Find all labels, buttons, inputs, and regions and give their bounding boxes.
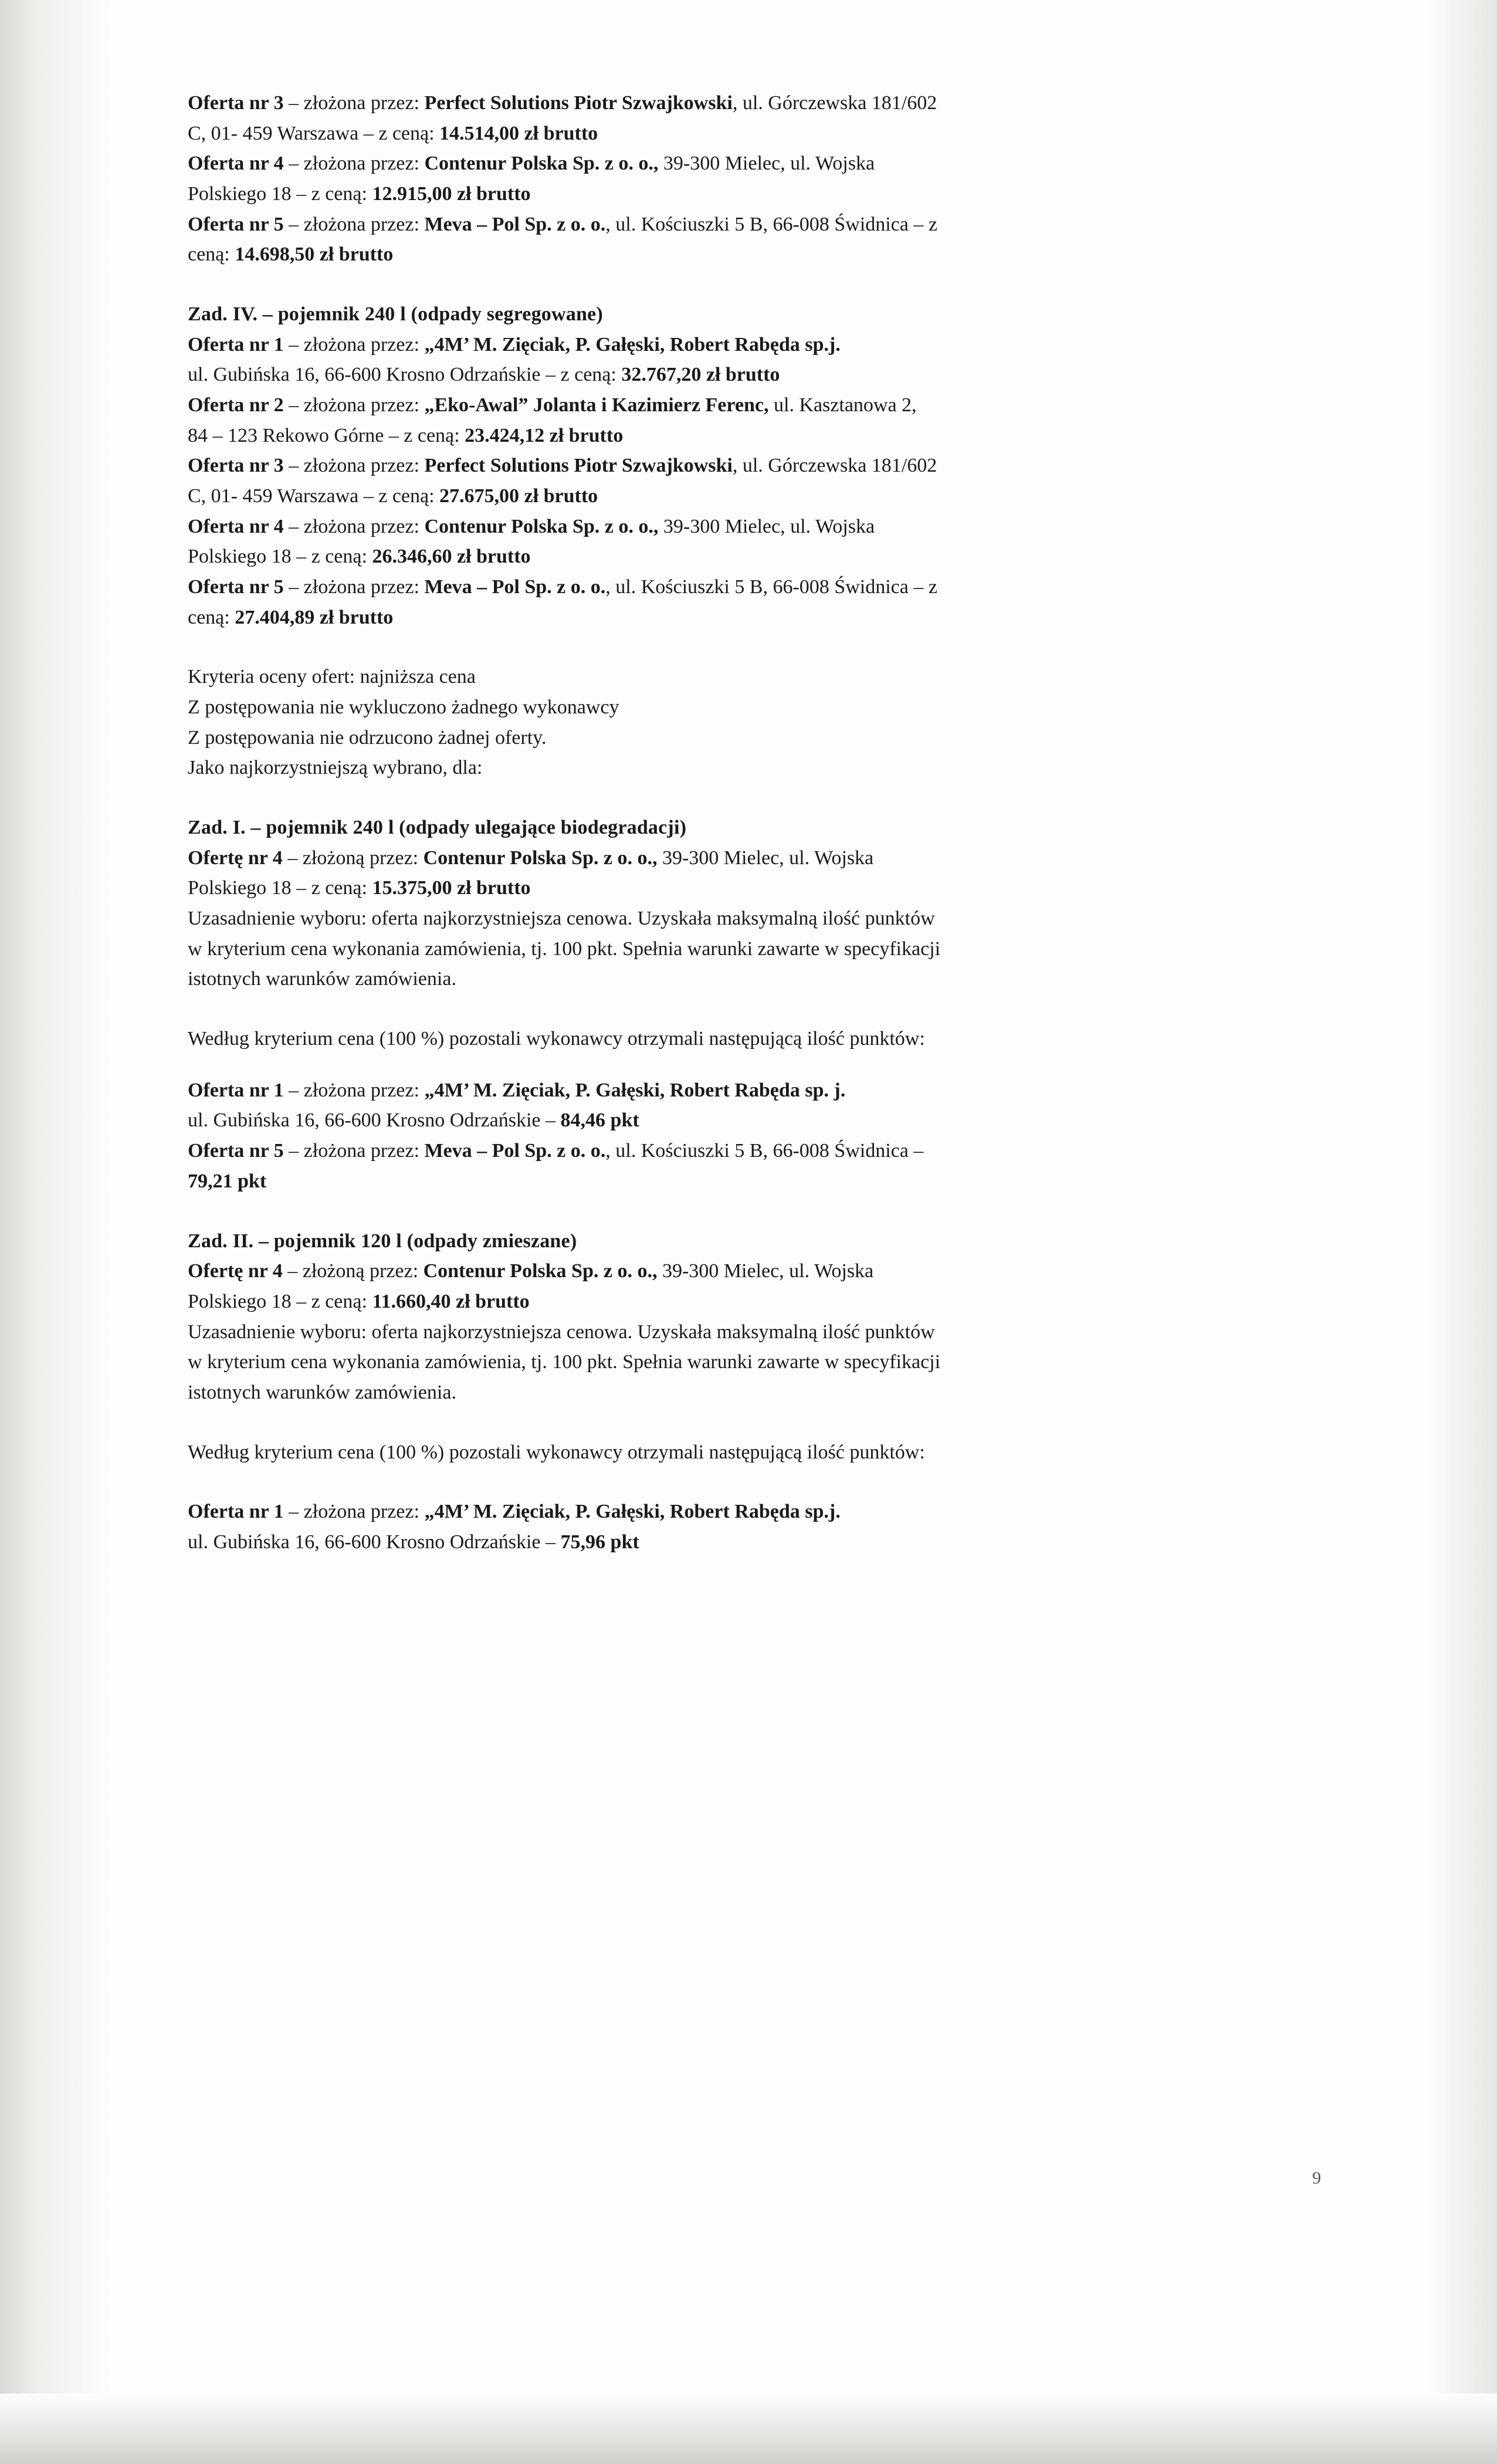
text-line bbox=[188, 239, 1321, 270]
emphasis-text: 79,21 pkt bbox=[188, 1170, 267, 1192]
plain-text: Polskiego 18 – z ceną: bbox=[188, 1290, 372, 1312]
emphasis-text: Oferta nr 5 bbox=[188, 1140, 284, 1162]
emphasis-text: 14.698,50 zł brutto bbox=[235, 243, 394, 266]
emphasis-text: „4M’ M. Zięciak, P. Gałęski, Robert Rabęda sp. j. bbox=[424, 1079, 846, 1101]
plain-text: Polskiego 18 – z ceną: bbox=[188, 183, 372, 205]
emphasis-text: Contenur Polska Sp. z o. o., bbox=[424, 153, 659, 175]
plain-text: ul. Kasztanowa 2, bbox=[768, 394, 917, 417]
text-line bbox=[188, 1437, 1321, 1468]
text-line bbox=[188, 753, 1321, 783]
emphasis-text: Oferta nr 4 bbox=[188, 515, 284, 537]
plain-text: , ul. Kościuszki 5 B, 66-008 Świdnica – z bbox=[605, 213, 937, 235]
plain-text: ul. Gubińska 16, 66-600 Krosno Odrzańskie – z ceną: bbox=[188, 364, 622, 386]
plain-text: Z postępowania nie wykluczono żadnego wykonawcy bbox=[188, 696, 619, 719]
section-zad-i bbox=[188, 813, 1321, 994]
emphasis-text: 27.404,89 zł brutto bbox=[235, 606, 394, 628]
vertical-spacer bbox=[188, 783, 1321, 813]
plain-text: Kryteria oceny ofert: najniższa cena bbox=[188, 666, 476, 688]
plain-text: Według kryterium cena (100 %) pozostali wykonawcy otrzymali następującą ilość punktów: bbox=[188, 1028, 925, 1050]
text-line bbox=[188, 1256, 1321, 1287]
plain-text: – złożona przez: bbox=[283, 515, 425, 537]
emphasis-text: Oferta nr 5 bbox=[188, 576, 284, 598]
plain-text: Polskiego 18 – z ceną: bbox=[188, 877, 372, 899]
section-kryteria bbox=[188, 662, 1321, 783]
document-body bbox=[188, 88, 1321, 1558]
vertical-spacer bbox=[188, 1467, 1321, 1497]
emphasis-text: 23.424,12 zł brutto bbox=[465, 424, 624, 446]
emphasis-text: 12.915,00 zł brutto bbox=[372, 183, 531, 205]
vertical-spacer bbox=[188, 1408, 1321, 1437]
plain-text: istotnych warunków zamówienia. bbox=[188, 1381, 456, 1403]
emphasis-text: Perfect Solutions Piotr Szwajkowski bbox=[424, 92, 733, 114]
plain-text: Polskiego 18 – z ceną: bbox=[188, 546, 372, 568]
section-heading: Zad. IV. – pojemnik 240 l (odpady segregowane) bbox=[188, 303, 603, 326]
text-line bbox=[188, 1024, 1321, 1054]
plain-text: , ul. Kościuszki 5 B, 66-008 Świdnica – z bbox=[605, 576, 937, 598]
plain-text: C, 01- 459 Warszawa – z ceną: bbox=[188, 122, 440, 144]
vertical-spacer bbox=[188, 632, 1321, 662]
emphasis-text: Ofertę nr 4 bbox=[188, 847, 283, 869]
plain-text: 39-300 Mielec, ul. Wojska bbox=[657, 847, 874, 869]
text-line bbox=[188, 1317, 1321, 1348]
section-wedlug-2 bbox=[188, 1437, 1321, 1468]
plain-text: 39-300 Mielec, ul. Wojska bbox=[657, 1260, 874, 1282]
emphasis-text: Oferta nr 2 bbox=[188, 394, 284, 417]
emphasis-text: Oferta nr 5 bbox=[188, 213, 284, 235]
plain-text: C, 01- 459 Warszawa – z ceną: bbox=[188, 485, 440, 507]
text-line bbox=[188, 603, 1321, 633]
text-line bbox=[188, 843, 1321, 874]
text-line bbox=[188, 88, 1321, 119]
vertical-spacer bbox=[188, 1197, 1321, 1226]
text-line bbox=[188, 1166, 1321, 1197]
emphasis-text: Meva – Pol Sp. z o. o. bbox=[424, 1140, 606, 1162]
page-number: 9 bbox=[1312, 2168, 1321, 2188]
emphasis-text: Oferta nr 3 bbox=[188, 92, 284, 114]
text-line bbox=[188, 1136, 1321, 1166]
text-line bbox=[188, 481, 1321, 512]
text-line bbox=[188, 903, 1321, 934]
text-line bbox=[188, 1377, 1321, 1408]
text-line bbox=[188, 692, 1321, 723]
plain-text: Według kryterium cena (100 %) pozostali wykonawcy otrzymali następującą ilość punktów: bbox=[188, 1441, 925, 1463]
plain-text: , ul. Górczewska 181/602 bbox=[732, 92, 937, 114]
text-line bbox=[188, 512, 1321, 542]
emphasis-text: Oferta nr 1 bbox=[188, 333, 284, 356]
text-line bbox=[188, 541, 1321, 572]
plain-text: ul. Gubińska 16, 66-600 Krosno Odrzańskie – bbox=[188, 1109, 561, 1132]
plain-text: – złożona przez: bbox=[283, 1140, 425, 1162]
plain-text: – złożona przez: bbox=[283, 455, 425, 477]
text-line bbox=[188, 209, 1321, 240]
emphasis-text: Oferta nr 1 bbox=[188, 1079, 284, 1101]
plain-text: – złożona przez: bbox=[283, 153, 425, 175]
emphasis-text: 15.375,00 zł brutto bbox=[372, 877, 531, 899]
plain-text: – złożoną przez: bbox=[282, 1260, 424, 1282]
text-line bbox=[188, 1105, 1321, 1136]
section-punkty-1 bbox=[188, 1075, 1321, 1197]
text-line bbox=[188, 964, 1321, 994]
section-punkty-2 bbox=[188, 1497, 1321, 1557]
plain-text: w kryterium cena wykonania zamówienia, tj. 100 pkt. Spełnia warunki zawarte w specyfikacji bbox=[188, 1351, 941, 1373]
text-line bbox=[188, 148, 1321, 179]
emphasis-text: 32.767,20 zł brutto bbox=[621, 364, 780, 386]
section-offers-cont bbox=[188, 88, 1321, 270]
emphasis-text: 84,46 pkt bbox=[560, 1109, 639, 1132]
plain-text: Uzasadnienie wyboru: oferta najkorzystniejsza cenowa. Uzyskała maksymalną ilość punktów bbox=[188, 1321, 935, 1343]
page-bottom-shadow bbox=[0, 2394, 1497, 2464]
text-line bbox=[188, 723, 1321, 753]
plain-text: – złożona przez: bbox=[283, 394, 425, 417]
emphasis-text: 75,96 pkt bbox=[560, 1531, 639, 1553]
plain-text: – złożona przez: bbox=[283, 333, 425, 356]
plain-text: – złożona przez: bbox=[283, 213, 425, 235]
text-line bbox=[188, 1075, 1321, 1106]
vertical-spacer bbox=[188, 994, 1321, 1024]
plain-text: Uzasadnienie wyboru: oferta najkorzystniejsza cenowa. Uzyskała maksymalną ilość punktów bbox=[188, 908, 935, 930]
emphasis-text: Ofertę nr 4 bbox=[188, 1260, 283, 1282]
text-line bbox=[188, 390, 1321, 421]
emphasis-text: Oferta nr 1 bbox=[188, 1501, 284, 1523]
plain-text: 39-300 Mielec, ul. Wojska bbox=[658, 515, 875, 537]
text-line bbox=[188, 662, 1321, 692]
text-line bbox=[188, 421, 1321, 451]
plain-text: ceną: bbox=[188, 606, 235, 628]
text-line bbox=[188, 873, 1321, 903]
plain-text: , ul. Górczewska 181/602 bbox=[732, 455, 937, 477]
emphasis-text: „Eko-Awal” Jolanta i Kazimierz Ferenc, bbox=[424, 394, 769, 417]
plain-text: – złożoną przez: bbox=[282, 847, 424, 869]
vertical-spacer bbox=[188, 270, 1321, 299]
plain-text: – złożona przez: bbox=[283, 1079, 425, 1101]
plain-text: Z postępowania nie odrzucono żadnej oferty. bbox=[188, 726, 547, 749]
plain-text: ceną: bbox=[188, 243, 235, 266]
plain-text: w kryterium cena wykonania zamówienia, tj. 100 pkt. Spełnia warunki zawarte w specyfikacji bbox=[188, 937, 941, 960]
plain-text: – złożona przez: bbox=[283, 576, 425, 598]
text-line bbox=[188, 119, 1321, 149]
section-zad-ii bbox=[188, 1226, 1321, 1408]
plain-text: Jako najkorzystniejszą wybrano, dla: bbox=[188, 757, 483, 779]
plain-text: 39-300 Mielec, ul. Wojska bbox=[658, 153, 875, 175]
emphasis-text: 27.675,00 zł brutto bbox=[439, 485, 598, 507]
emphasis-text: Meva – Pol Sp. z o. o. bbox=[424, 576, 606, 598]
text-line bbox=[188, 1527, 1321, 1558]
emphasis-text: 11.660,40 zł brutto bbox=[372, 1290, 530, 1312]
text-line bbox=[188, 179, 1321, 209]
text-line bbox=[188, 330, 1321, 360]
emphasis-text: Contenur Polska Sp. z o. o., bbox=[424, 515, 659, 537]
emphasis-text: „4M’ M. Zięciak, P. Gałęski, Robert Rabęda sp.j. bbox=[424, 333, 841, 356]
emphasis-text: Perfect Solutions Piotr Szwajkowski bbox=[424, 455, 733, 477]
plain-text: ul. Gubińska 16, 66-600 Krosno Odrzańskie – bbox=[188, 1531, 561, 1553]
emphasis-text: Contenur Polska Sp. z o. o., bbox=[423, 1260, 658, 1282]
plain-text: , ul. Kościuszki 5 B, 66-008 Świdnica – bbox=[605, 1140, 924, 1162]
section-heading: Zad. I. – pojemnik 240 l (odpady ulegające biodegradacji) bbox=[188, 817, 687, 839]
emphasis-text: 14.514,00 zł brutto bbox=[439, 122, 598, 144]
vertical-spacer bbox=[188, 1054, 1321, 1075]
text-line bbox=[188, 1287, 1321, 1317]
text-line bbox=[188, 572, 1321, 603]
section-zad-iv bbox=[188, 299, 1321, 632]
text-line bbox=[188, 1347, 1321, 1377]
plain-text: – złożona przez: bbox=[283, 1501, 425, 1523]
text-line bbox=[188, 1497, 1321, 1527]
emphasis-text: Oferta nr 3 bbox=[188, 455, 284, 477]
text-line bbox=[188, 934, 1321, 964]
text-line bbox=[188, 360, 1321, 390]
emphasis-text: Oferta nr 4 bbox=[188, 153, 284, 175]
section-heading: Zad. II. – pojemnik 120 l (odpady zmieszane) bbox=[188, 1230, 577, 1252]
emphasis-text: „4M’ M. Zięciak, P. Gałęski, Robert Rabęda sp.j. bbox=[424, 1501, 841, 1523]
section-wedlug-1 bbox=[188, 1024, 1321, 1054]
plain-text: 84 – 123 Rekowo Górne – z ceną: bbox=[188, 424, 465, 446]
emphasis-text: Meva – Pol Sp. z o. o. bbox=[424, 213, 606, 235]
plain-text: – złożona przez: bbox=[283, 92, 425, 114]
emphasis-text: Contenur Polska Sp. z o. o., bbox=[423, 847, 658, 869]
emphasis-text: 26.346,60 zł brutto bbox=[372, 546, 531, 568]
plain-text: istotnych warunków zamówienia. bbox=[188, 968, 456, 990]
text-line bbox=[188, 451, 1321, 481]
